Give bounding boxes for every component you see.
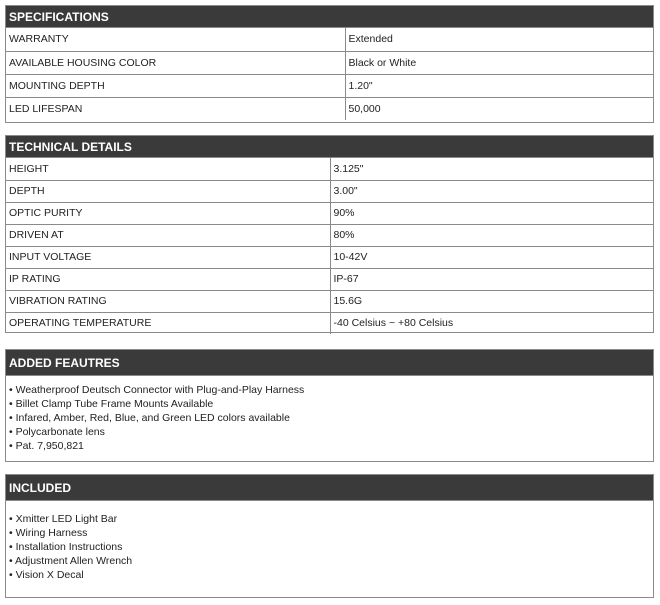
list-item: • Infared, Amber, Red, Blue, and Green LED colors available [9,412,290,424]
spec-value: 3.125" [330,158,653,180]
specifications-header: SPECIFICATIONS [6,6,653,28]
table-row [6,224,653,246]
spec-value: 15.6G [330,290,653,312]
spec-value: Extended [345,28,653,51]
spec-value: 90% [330,202,653,224]
spec-value: IP-67 [330,268,653,290]
spec-value: 3.00" [330,180,653,202]
spec-label: HEIGHT [6,158,330,180]
technical-details-table [6,158,653,334]
table-row [6,246,653,268]
specifications-section [5,5,654,123]
spec-label: MOUNTING DEPTH [6,74,345,97]
list-item: • Billet Clamp Tube Frame Mounts Available [9,398,214,410]
table-row [6,312,653,334]
spec-value: 1.20" [345,74,653,97]
list-item: • Wiring Harness [9,527,88,539]
included-section [5,474,654,598]
technical-details-section [5,135,654,333]
spec-value: 10-42V [330,246,653,268]
spec-label: OPERATING TEMPERATURE [6,312,330,334]
added-features-list [6,376,653,453]
spec-label: INPUT VOLTAGE [6,246,330,268]
list-item: • Weatherproof Deutsch Connector with Plug-and-Play Harness [9,384,305,396]
spec-label: VIBRATION RATING [6,290,330,312]
spec-value: -40 Celsius ~ +80 Celsius [330,312,653,334]
spec-label: IP RATING [6,268,330,290]
table-row [6,97,653,120]
spec-value: 80% [330,224,653,246]
table-row [6,158,653,180]
added-features-section [5,349,654,462]
spec-label: WARRANTY [6,28,345,51]
spec-label: LED LIFESPAN [6,97,345,120]
technical-details-header: TECHNICAL DETAILS [6,136,653,158]
included-header: INCLUDED [6,475,653,501]
added-features-header: ADDED FEAUTRES [6,350,653,376]
specifications-table [6,28,653,120]
table-row [6,268,653,290]
spec-label: OPTIC PURITY [6,202,330,224]
list-item: • Xmitter LED Light Bar [9,513,118,525]
spec-label: DRIVEN AT [6,224,330,246]
table-row [6,74,653,97]
table-row [6,180,653,202]
table-row [6,202,653,224]
table-row [6,290,653,312]
spec-label: DEPTH [6,180,330,202]
list-item: • Vision X Decal [9,569,84,581]
spec-label: AVAILABLE HOUSING COLOR [6,51,345,74]
list-item: • Pat. 7,950,821 [9,440,84,452]
spec-value: Black or White [345,51,653,74]
table-row [6,51,653,74]
list-item: • Polycarbonate lens [9,426,105,438]
included-list [6,501,653,582]
list-item: • Installation Instructions [9,541,123,553]
spec-value: 50,000 [345,97,653,120]
table-row [6,28,653,51]
list-item: • Adjustment Allen Wrench [9,555,133,567]
